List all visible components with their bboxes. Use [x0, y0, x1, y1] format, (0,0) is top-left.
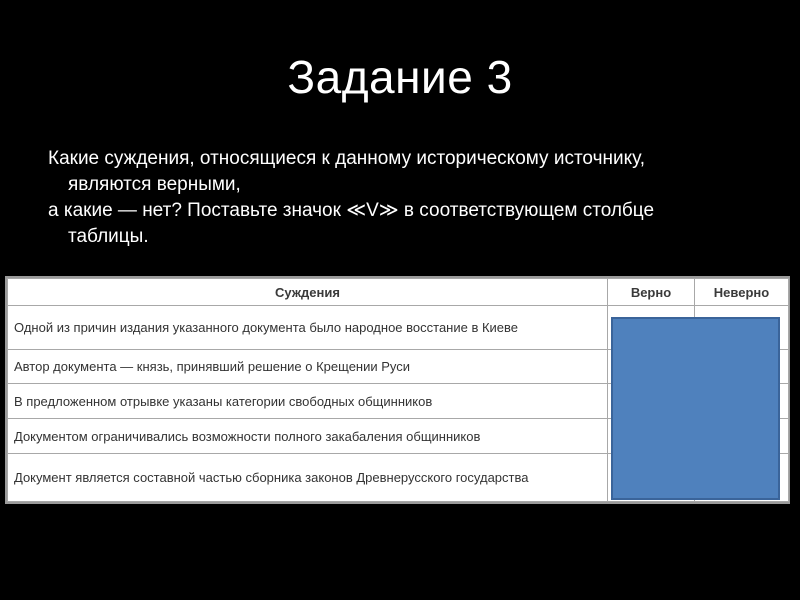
slide-title: Задание 3 [287, 51, 513, 103]
instruction-line-1: Какие суждения, относящиеся к данному историческому источнику, [48, 148, 645, 169]
header-false: Неверно [695, 279, 789, 306]
statement-cell: Автор документа — князь, принявший решение о Крещении Руси [8, 349, 608, 384]
instruction-line-4: таблицы. [68, 226, 149, 247]
table-header-row [8, 279, 789, 306]
header-true: Верно [608, 279, 695, 306]
instruction-line-2: являются верными, [68, 174, 241, 195]
task-instructions [48, 146, 768, 250]
header-statement: Суждения [8, 279, 608, 306]
statement-cell: Документ является составной частью сборника законов Древнерусского государства [8, 454, 608, 502]
instruction-line-3: а какие — нет? Поставьте значок ≪V≫ в соответствующем столбце [48, 200, 655, 221]
statement-cell: Одной из причин издания указанного документа было народное восстание в Киеве [8, 306, 608, 350]
answer-cover-overlay[interactable] [611, 317, 780, 500]
statement-cell: В предложенном отрывке указаны категории свободных общинников [8, 384, 608, 419]
statement-cell: Документом ограничивались возможности полного закабаления общинников [8, 419, 608, 454]
